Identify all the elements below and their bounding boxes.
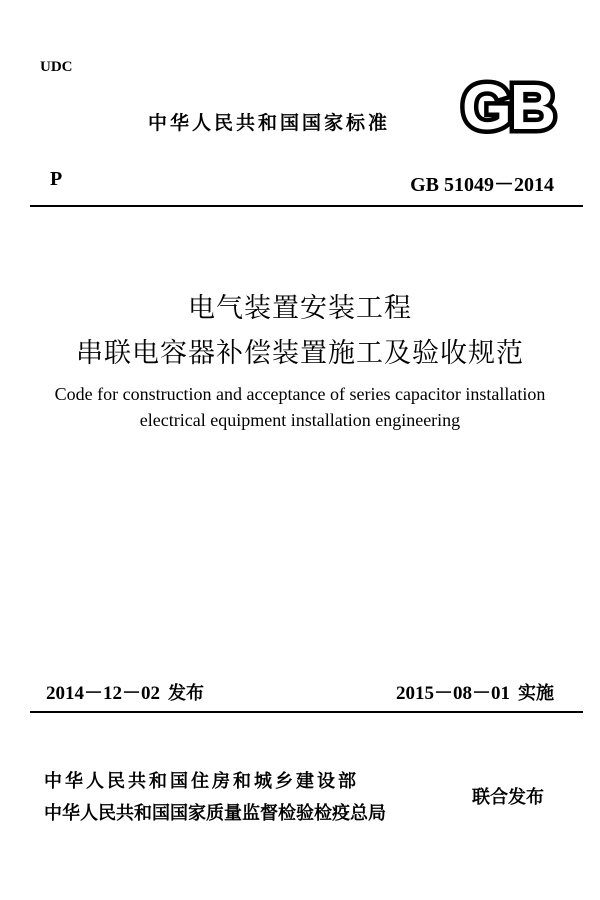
standard-number: GB 51049－2014	[410, 174, 554, 196]
issue-label: 发布	[168, 683, 205, 704]
footer-divider	[30, 711, 583, 713]
publisher-line1: 中华人民共和国住房和城乡建设部	[44, 771, 359, 792]
category-code: P	[50, 168, 63, 190]
title-en-line2: electrical equipment installation engineering	[139, 410, 461, 430]
title-en-line1: Code for construction and acceptance of series capacitor installation	[54, 384, 546, 404]
publisher-line2: 中华人民共和国国家质量监督检验检疫总局	[44, 803, 386, 824]
header-divider	[30, 205, 583, 207]
title-cn-line1: 电气装置安装工程	[188, 293, 412, 324]
gb-logo-icon	[456, 74, 560, 136]
title-cn-line2: 串联电容器补偿装置施工及验收规范	[76, 338, 524, 369]
implement-label: 实施	[518, 683, 554, 704]
standard-type-heading: 中华人民共和国国家标准	[148, 112, 391, 134]
joint-publish-label: 联合发布	[472, 787, 544, 808]
implement-date-block	[396, 678, 554, 705]
issue-date-block	[46, 678, 204, 705]
udc-label: UDC	[40, 59, 73, 75]
implement-date: 2015－08－01	[395, 683, 510, 704]
issue-date: 2014－12－02	[46, 683, 161, 704]
gb-logo-text: GB	[462, 74, 554, 136]
